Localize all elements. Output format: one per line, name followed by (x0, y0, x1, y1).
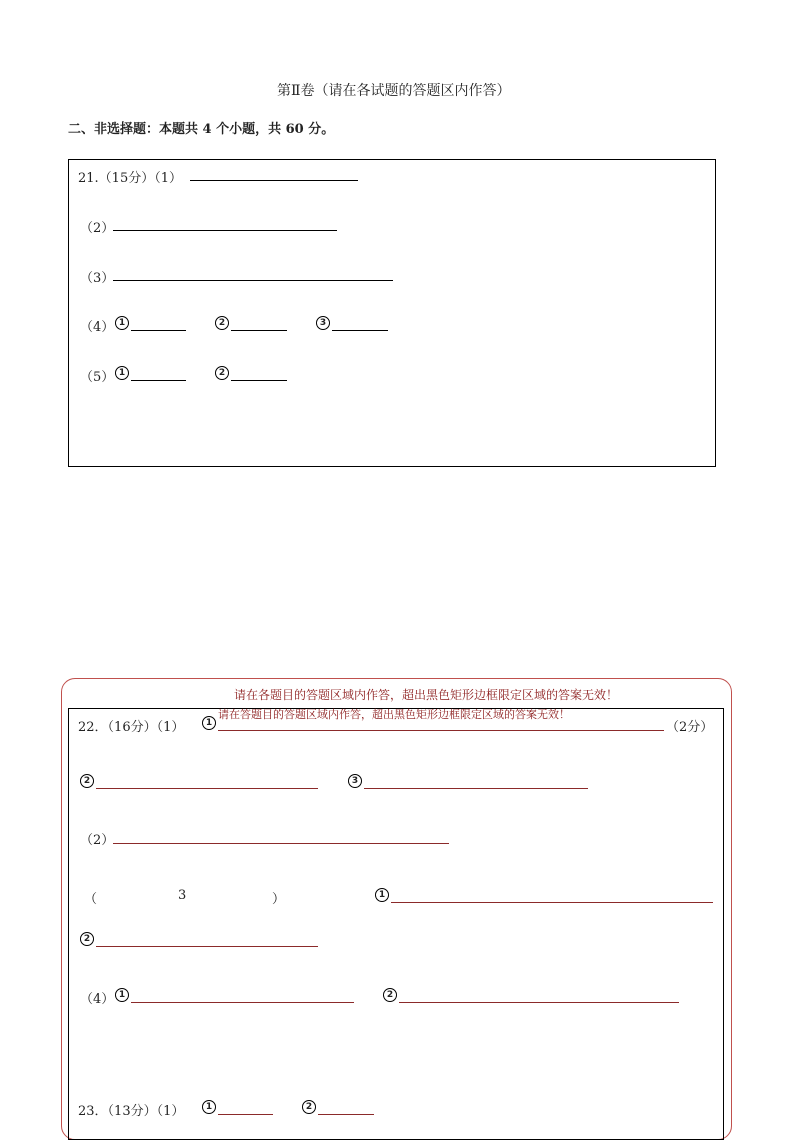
circled-2-icon: 2 (80, 774, 94, 788)
circled-2-icon: 2 (215, 366, 229, 380)
answer-line-q22-3a[interactable] (391, 902, 713, 903)
answer-line-q21-1[interactable] (190, 180, 358, 181)
circled-2-icon: 2 (383, 988, 397, 1002)
answer-line-q21-3[interactable] (113, 280, 393, 281)
answer-line-q22-3b[interactable] (96, 946, 318, 947)
circled-1-icon: 1 (115, 316, 129, 330)
q22-score-note: （2分） (666, 720, 714, 735)
answer-line-q21-5b[interactable] (231, 380, 287, 381)
answer-box-q22 (68, 708, 724, 1140)
warning-notice: 请在各题目的答题区域内作答，超出黑色矩形边框限定区域的答案无效！ (234, 688, 619, 702)
answer-line-q22-1a[interactable] (218, 730, 664, 731)
q21-part2-label: （2） (80, 221, 115, 236)
q22-heading: 22．（16分）（1） (78, 720, 185, 735)
answer-line-q22-1b[interactable] (96, 788, 318, 789)
circled-1-icon: 1 (115, 988, 129, 1002)
q23-heading: 23．（13分）（1） (78, 1104, 185, 1119)
answer-line-q21-5a[interactable] (131, 380, 186, 381)
answer-line-q22-2[interactable] (113, 843, 449, 844)
answer-line-q21-4a[interactable] (131, 330, 186, 331)
answer-line-q22-4a[interactable] (131, 1002, 354, 1003)
answer-line-q21-4b[interactable] (231, 330, 287, 331)
circled-1-icon: 1 (375, 888, 389, 902)
q21-heading: 21.（15分）（1） (78, 171, 182, 186)
q21-part5-label: （5） (80, 370, 115, 385)
q22-part3-open: （ (84, 892, 98, 907)
circled-1-icon: 1 (202, 1100, 216, 1114)
circled-1-icon: 1 (115, 366, 129, 380)
section-heading: 二、非选择题：本题共 4 个小题，共 60 分。 (68, 122, 335, 137)
circled-2-icon: 2 (302, 1100, 316, 1114)
q22-part3-num: 3 (178, 888, 187, 903)
answer-line-q22-4b[interactable] (399, 1002, 679, 1003)
q22-part3-close: ） (272, 892, 286, 907)
answer-box-q21 (68, 159, 716, 467)
q21-part4-label: （4） (80, 320, 115, 335)
warning-notice-overlap: 请在答题目的答题区域内作答，超出黑色矩形边框限定区域的答案无效！ (218, 708, 570, 721)
q21-part3-label: （3） (80, 271, 115, 286)
q22-part2-label: （2） (80, 833, 115, 848)
circled-3-icon: 3 (348, 774, 362, 788)
q22-part4-label: （4） (80, 992, 115, 1007)
answer-line-q23-1b[interactable] (318, 1114, 374, 1115)
circled-2-icon: 2 (80, 932, 94, 946)
answer-line-q21-2[interactable] (113, 230, 337, 231)
circled-2-icon: 2 (215, 316, 229, 330)
page-title: 第Ⅱ卷（请在各试题的答题区内作答） (277, 83, 511, 99)
circled-1-icon: 1 (202, 716, 216, 730)
answer-line-q23-1a[interactable] (218, 1114, 273, 1115)
answer-line-q22-1c[interactable] (364, 788, 588, 789)
answer-line-q21-4c[interactable] (332, 330, 388, 331)
circled-3-icon: 3 (316, 316, 330, 330)
